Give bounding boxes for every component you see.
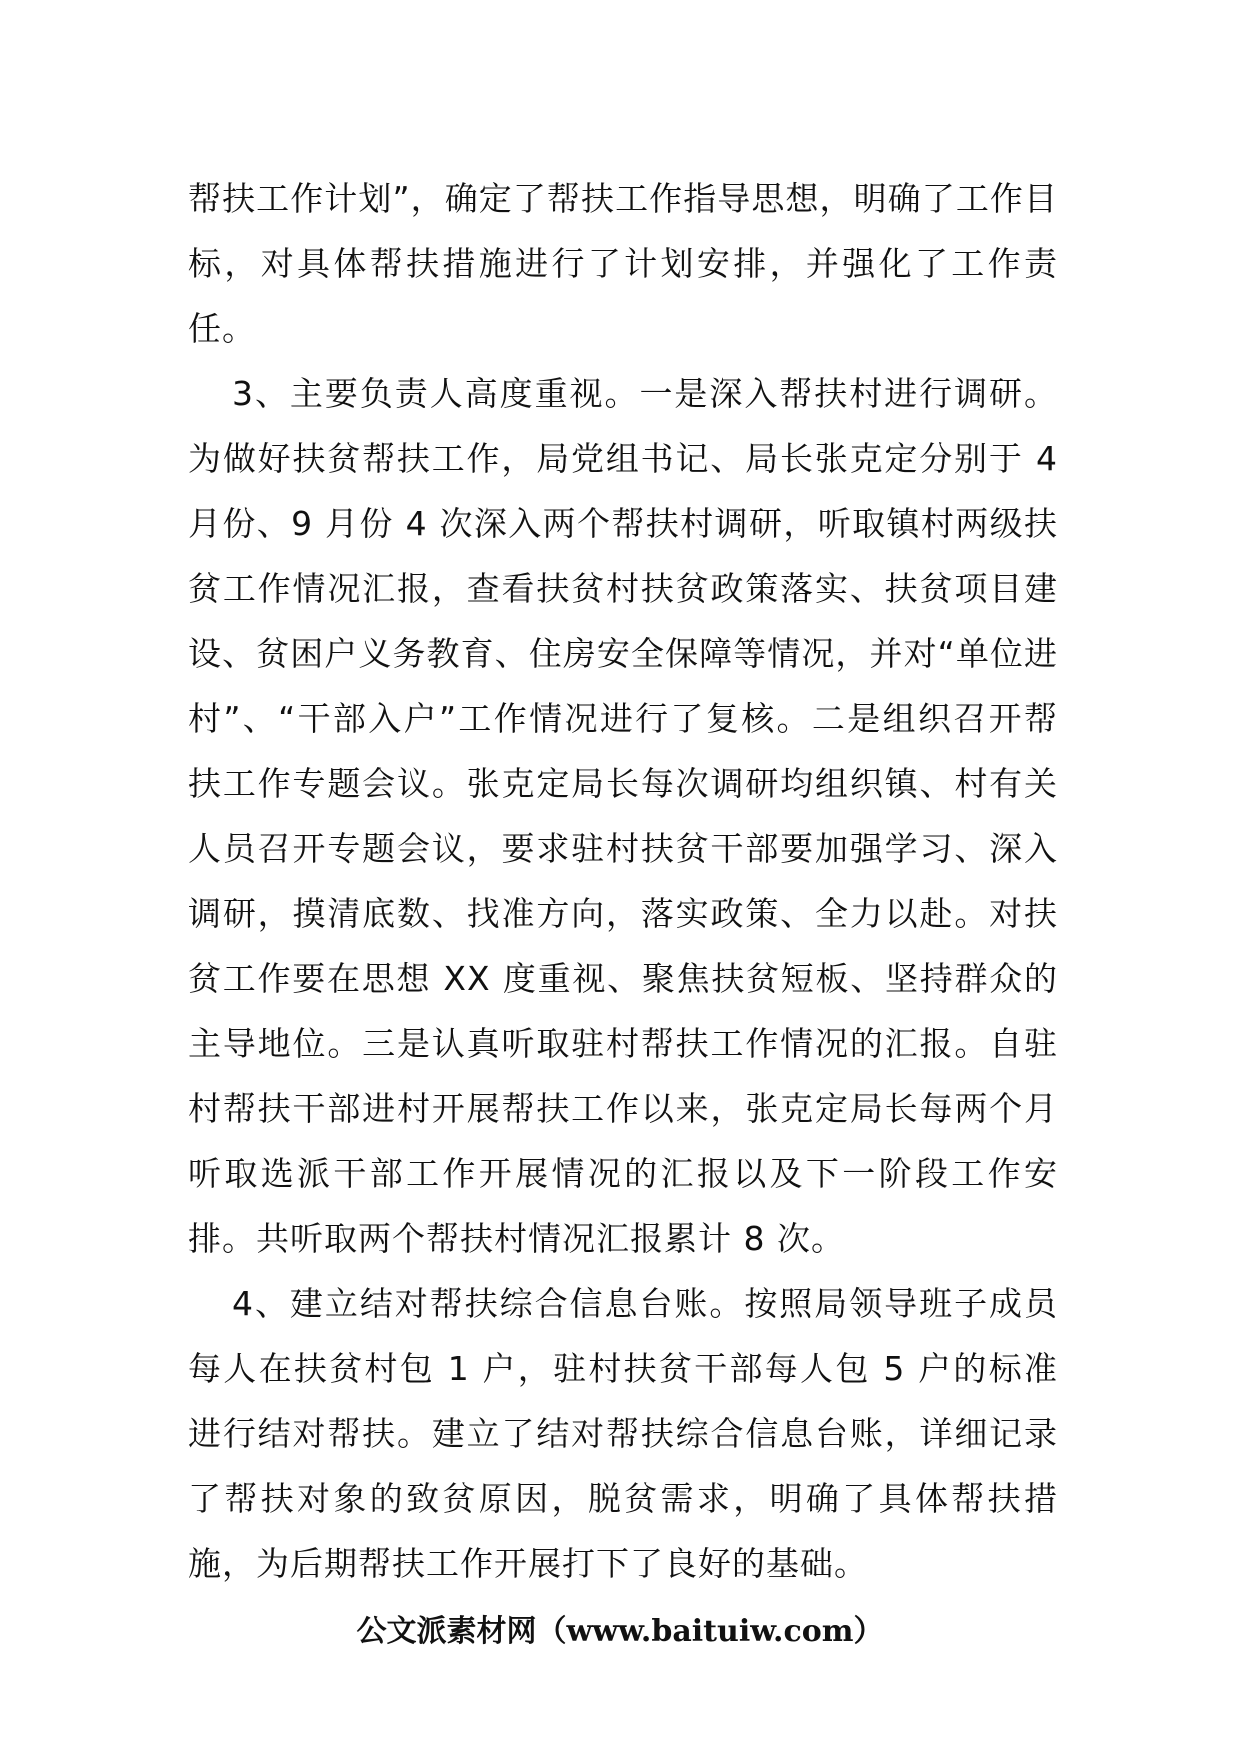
paragraph-item-3: 3、主要负责人高度重视。一是深入帮扶村进行调研。为做好扶贫帮扶工作，局党组书记、局长张克定分别于 4 月份、9 月份 4 次深入两个帮扶村调研，听取镇村两级扶贫工作情况汇报，查看扶贫村扶贫政策落实、扶贫项目建设、贫困户义务教育、住房安全保障等情况，并对“单位进村”、“干部入户”工作情况进行了复核。二是组织召开帮扶工作专题会议。张克定局长每次调研均组织镇、村有关人员召开专题会议，要求驻村扶贫干部要加强学习、深入调研，摸清底数、找准方向，落实政策、全力以赴。对扶贫工作要在思想 XX 度重视、聚焦扶贫短板、坚持群众的主导地位。三是认真听取驻村帮扶工作情况的汇报。自驻村帮扶干部进村开展帮扶工作以来，张克定局长每两个月听取选派干部工作开展情况的汇报以及下一阶段工作安排。共听取两个帮扶村情况汇报累计 8 次。 <box>188 374 1058 1258</box>
footer-watermark: 公文派素材网（www.baituiw.com） <box>356 1614 884 1649</box>
document-body <box>188 166 1058 1596</box>
paragraph-continuation: 帮扶工作计划”，确定了帮扶工作指导思想，明确了工作目标，对具体帮扶措施进行了计划安排，并强化了工作责任。 <box>188 179 1058 348</box>
paragraph-item-4: 4、建立结对帮扶综合信息台账。按照局领导班子成员每人在扶贫村包 1 户，驻村扶贫干部每人包 5 户的标准进行结对帮扶。建立了结对帮扶综合信息台账，详细记录了帮扶对象的致贫原因，脱贫需求，明确了具体帮扶措施，为后期帮扶工作开展打下了良好的基础。 <box>188 1284 1058 1583</box>
